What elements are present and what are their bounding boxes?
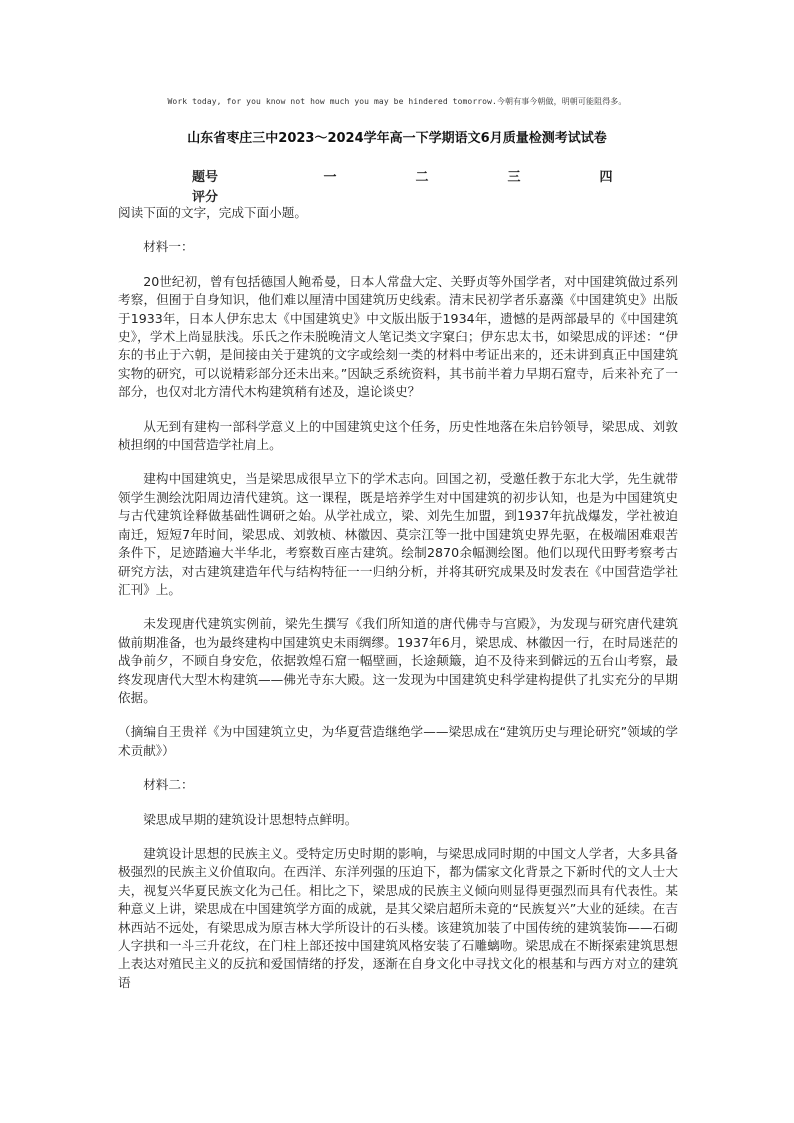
score-row-number	[192, 165, 652, 185]
score-col-1: 一	[323, 169, 337, 185]
material-1-paragraph: 从无到有建构一部科学意义上的中国建筑史这个任务，历史性地落在朱启钤领导，梁思成、刘敦桢担纲的中国营造学社肩上。	[118, 418, 678, 453]
document-body	[118, 204, 678, 992]
material-2-paragraph: 梁思成早期的建筑设计思想特点鲜明。	[143, 811, 358, 827]
material-1-paragraph: 未发现唐代建筑实例前，梁先生撰写《我们所知道的唐代佛寺与宫殿》，为发现与研究唐代建筑做前期准备，也为最终建构中国建筑史未雨绸缪。1937年6月，梁思成、林徽因一行，在时局迷茫的战争前夕，不顾自身安危，依据敦煌石窟一幅壁画，长途颠簸，迫不及待来到僻远的五台山考察，最终发现唐代大型木构建筑——佛光寺东大殿。这一发现为中国建筑史科学建构提供了扎实充分的早期依据。	[118, 616, 678, 705]
score-table	[192, 165, 652, 205]
material-1-source: （摘编自王贵祥《为中国建筑立史，为华夏营造继绝学——梁思成在“建筑历史与理论研究”领域的学术贡献》）	[118, 724, 678, 758]
score-row-score	[192, 185, 652, 205]
material-1-label: 材料一：	[143, 239, 194, 255]
score-col-3: 三	[507, 169, 521, 185]
page-title: 山东省枣庄三中2023～2024学年高一下学期语文6月质量检测考试试卷	[187, 131, 607, 146]
material-1-paragraph: 20世纪初，曾有包括德国人鲍希曼，日本人常盘大定、关野贞等外国学者，对中国建筑做过系列考察，但囿于自身知识，他们难以厘清中国建筑历史线索。清末民初学者乐嘉藻《中国建筑史》出版于1933年，日本人伊东忠太《中国建筑史》中文版出版于1934年，遗憾的是两部最早的《中国建筑史》，学术上尚显肤浅。乐氏之作未脱晚清文人笔记类文字窠臼；伊东忠太书，如梁思成的评述：“伊东的书止于六朝，是间接由关于建筑的文字或绘刻一类的材料中考证出来的，还未讲到真正中国建筑实物的研究，可以说精彩部分还未出来。”因缺乏系统资料，其书前半着力早期石窟寺，后来补充了一部分，也仅对北方清代木构建筑稍有述及，遑论谈史？	[118, 273, 678, 400]
score-row-label: 评分	[192, 189, 219, 205]
material-2-label: 材料二：	[143, 777, 194, 793]
score-col-4: 四	[599, 169, 613, 185]
instructions: 阅读下面的文字，完成下面小题。	[118, 205, 307, 220]
score-col-2: 二	[415, 169, 429, 185]
material-1-paragraph: 建构中国建筑史，当是梁思成很早立下的学术志向。回国之初，受邀任教于东北大学，先生就带领学生测绘沈阳周边清代建筑。这一课程，既是培养学生对中国建筑的初步认知，也是为中国建筑史与古代建筑诠释做基础性调研之始。从学社成立，梁、刘先生加盟，到1937年抗战爆发，学社被迫南迁，短短7年时间，梁思成、刘敦桢、林徽因、莫宗江等一批中国建筑史界先驱，在极端困难艰苦条件下，足迹踏遍大半华北，考察数百座古建筑。绘制2870余幅测绘图。他们以现代田野考察考古研究方法，对古建筑建造年代与结构特征一一归纳分析，并将其研究成果及时发表在《中国营造学社汇刊》上。	[118, 471, 678, 597]
motto-header: Work today, for you know not how much you may be hindered tomorrow.今朝有事今朝做，明朝可能阻得多。	[167, 97, 627, 106]
material-2-paragraph: 建筑设计思想的民族主义。受特定历史时期的影响，与梁思成同时期的中国文人学者，大多具备极强烈的民族主义价值取向。在西洋、东洋列强的压迫下，都为儒家文化背景之下新时代的文人士大夫，视复兴华夏民族文化为己任。相比之下，梁思成的民族主义倾向则显得更强烈而具有代表性。某种意义上讲，梁思成在中国建筑学方面的成就，是其父梁启超所未竟的“民族复兴”大业的延续。在吉林西站不远处，有梁思成为原吉林大学所设计的石头楼。该建筑加装了中国传统的建筑装饰——石砌人字拱和一斗三升花纹，在门柱上部还按中国建筑风格安装了石雕螭吻。梁思成在不断探索建筑思想上表达对殖民主义的反抗和爱国情绪的抒发，逐渐在自身文化中寻找文化的根基和与西方对立的建筑语	[118, 845, 678, 990]
score-header-label: 题号	[192, 169, 219, 185]
